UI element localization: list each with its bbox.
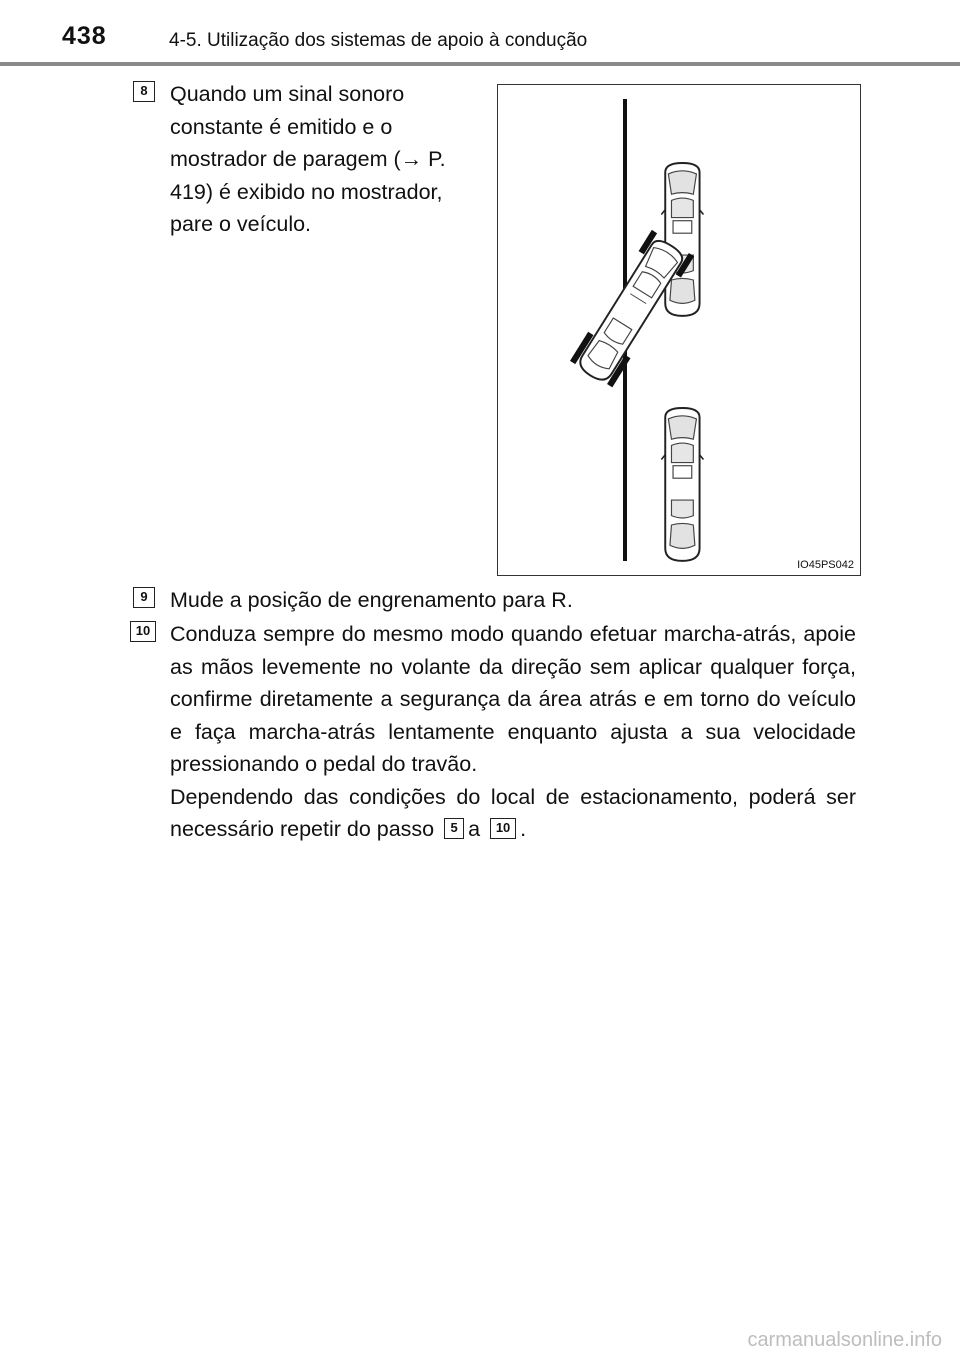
figure-code: IO45PS042 bbox=[797, 559, 854, 571]
parking-diagram bbox=[498, 85, 859, 574]
page-number: 438 bbox=[62, 22, 107, 50]
header-rule bbox=[0, 62, 960, 66]
section-title: 4-5. Utilização dos sistemas de apoio à condução bbox=[169, 30, 588, 51]
step-10-main-text: Conduza sempre do mesmo modo quando efetuar marcha-atrás, apoie as mãos levemente no volante da direção sem aplicar qualquer força, confirme diretamente a segurança da área atrás e em torno do veículo e faça marcha-atrás lentamente enquanto ajusta a sua velocidade pressionando o pedal do travão. bbox=[170, 622, 856, 776]
step-8-text: Quando um sinal sonoro constante é emitido e o mostrador de paragem (→ P. 419) é exibido no mostrador, pare o veículo. bbox=[170, 82, 446, 236]
parked-car-rear-icon bbox=[661, 408, 703, 561]
step-8-badge: 8 bbox=[133, 81, 155, 102]
step-10-period: . bbox=[520, 817, 527, 841]
parking-illustration bbox=[497, 84, 861, 576]
step-ref-connector: a bbox=[468, 817, 481, 841]
step-10-extra-text: Dependendo das condições do local de estacionamento, poderá ser necessário repetir do passo bbox=[170, 784, 856, 841]
step-10-badge: 10 bbox=[130, 621, 156, 642]
step-9-text: Mude a posição de engrenamento para R. bbox=[170, 588, 573, 612]
step-10-text bbox=[170, 618, 856, 846]
parked-car-front-icon bbox=[661, 163, 703, 316]
watermark: carmanualsonline.info bbox=[747, 1329, 942, 1351]
step-ref-badge-5: 5 bbox=[444, 818, 464, 839]
step-9-badge: 9 bbox=[133, 587, 155, 608]
step-ref-badge-10: 10 bbox=[490, 818, 516, 839]
